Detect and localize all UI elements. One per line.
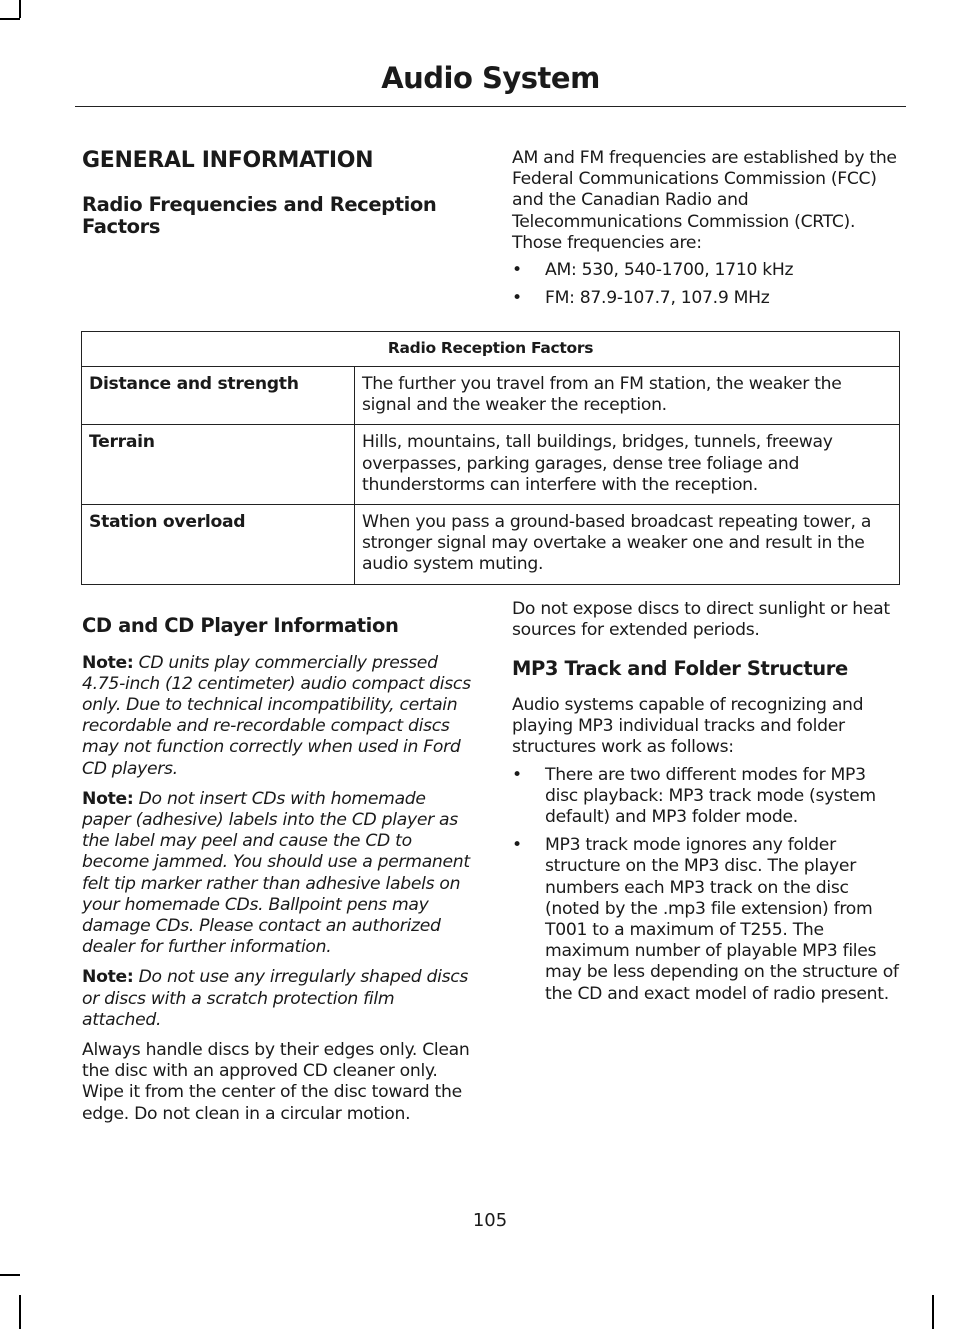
note-paragraph: Note: CD units play commercially pressed 4.75-inch (12 centimeter) audio compact discs only. Due to technical incompatibility, certain recordable and re-recordable compact discs may not function correctly when used in Ford CD players. <box>82 652 471 779</box>
list-item: • AM: 530, 540-1700, 1710 kHz <box>512 260 794 281</box>
sunlight-paragraph: Do not expose discs to direct sunlight or heat sources for extended periods. <box>512 599 890 641</box>
list-item: • There are two different modes for MP3 disc playback: MP3 track mode (system default) and MP3 folder mode. <box>512 764 876 827</box>
note-label: Note: <box>82 652 134 673</box>
bullet-icon: • <box>512 764 522 785</box>
frequency-list <box>512 260 902 309</box>
table-cell-description: When you pass a ground-based broadcast repeating tower, a stronger signal may overtake a weaker one and result in the audio system muting. <box>355 505 900 585</box>
bullet-icon: • <box>512 835 522 856</box>
bullet-icon: • <box>512 288 522 309</box>
cd-section-title: CD and CD Player Information <box>82 614 399 637</box>
table-row <box>82 425 900 505</box>
page-title: Audio System <box>381 61 600 95</box>
page-header <box>75 58 906 107</box>
table-row <box>82 505 900 585</box>
bullet-icon: • <box>512 260 522 281</box>
note-paragraph: Note: Do not use any irregularly shaped discs or discs with a scratch protection film attached. <box>82 967 469 1030</box>
table-cell-factor: Distance and strength <box>82 367 355 425</box>
table-cell-description: The further you travel from an FM station, the weaker the signal and the weaker the reception. <box>355 367 900 425</box>
disc-handling-paragraph: Always handle discs by their edges only. Clean the disc with an approved CD cleaner only. Wipe it from the center of the disc toward the edge. Do not clean in a circular motion. <box>82 1039 470 1124</box>
radio-reception-factors-table <box>81 331 900 585</box>
mp3-intro: Audio systems capable of recognizing and playing MP3 individual tracks and folder structures work as follows: <box>512 694 864 758</box>
table-cell-factor: Station overload <box>82 505 355 585</box>
crop-mark-top-left-vertical <box>19 0 21 18</box>
table-cell-description: Hills, mountains, tall buildings, bridges, tunnels, freeway overpasses, parking garages, dense tree foliage and thunderstorms can interfere with the reception. <box>355 425 900 505</box>
mp3-section <box>512 599 902 1012</box>
page-number: 105 <box>472 1210 508 1231</box>
crop-mark-top-left-horizontal <box>0 18 20 20</box>
note-label: Note: <box>82 788 134 809</box>
cd-player-section <box>82 615 472 1125</box>
crop-mark-bottom-right-vertical <box>932 1295 934 1329</box>
table-header-row <box>82 332 900 367</box>
note-label: Note: <box>82 967 134 988</box>
mp3-section-title: MP3 Track and Folder Structure <box>512 657 848 681</box>
frequencies-block <box>512 148 902 316</box>
section-title: GENERAL INFORMATION <box>82 148 374 173</box>
frequencies-intro: AM and FM frequencies are established by the Federal Communications Commission (FCC) and the Canadian Radio and Telecommunications Commission (CRTC). Those frequencies are: <box>512 148 897 253</box>
table-row <box>82 367 900 425</box>
general-info-heading-block <box>82 148 472 237</box>
mp3-mode-list <box>512 765 902 1005</box>
table-caption: Radio Reception Factors <box>82 332 900 367</box>
list-item: • FM: 87.9-107.7, 107.9 MHz <box>512 288 770 309</box>
subsection-title: Radio Frequencies and Reception Factors <box>82 193 437 238</box>
crop-mark-bottom-left-horizontal <box>0 1274 20 1276</box>
crop-mark-bottom-left-vertical <box>19 1295 21 1329</box>
list-item: • MP3 track mode ignores any folder structure on the MP3 disc. The player numbers each MP3 track on the disc (noted by the .mp3 file extension) from T001 to a maximum of T255. The maximum number of playable MP3 files may be less depending on the structure of the CD and exact model of radio present. <box>512 835 899 1004</box>
table-cell-factor: Terrain <box>82 425 355 505</box>
note-paragraph: Note: Do not insert CDs with homemade paper (adhesive) labels into the CD player as the label may peel and cause the CD to become jammed. You should use a permanent felt tip marker rather than adhesive labels on your homemade CDs. Ballpoint pens may damage CDs. Please contact an authorized dealer for further information. <box>82 788 470 958</box>
